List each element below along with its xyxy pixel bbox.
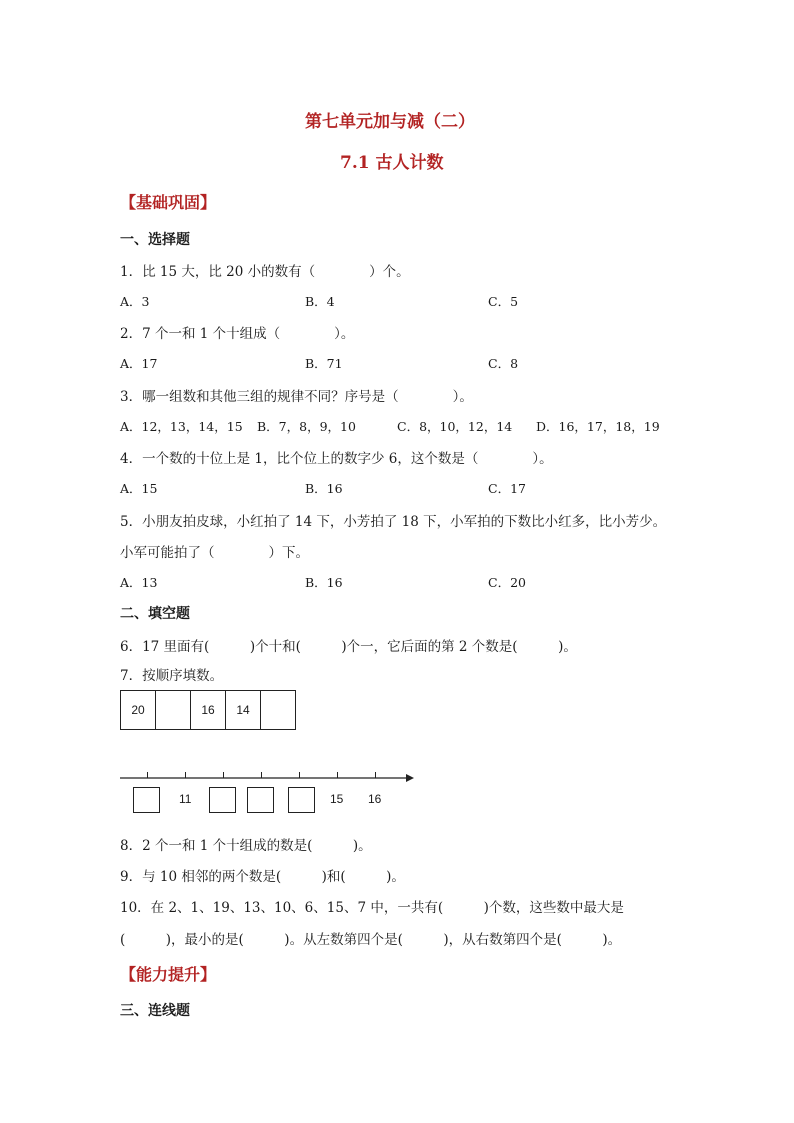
question-1: 1．比 15 大，比 20 小的数有（ ）个。 (120, 264, 410, 280)
q1-option-a: A．3 (120, 294, 150, 309)
page-title: 第七单元加与减（二） (305, 112, 475, 132)
q3-option-a: A．12，13，14，15 (120, 419, 243, 434)
question-10-line-1: 10．在 2、1、19、13、10、6、15、7 中，一共有( )个数，这些数中最大是 (120, 900, 624, 916)
number-line-tick (185, 772, 186, 778)
part-fill-in: 二、填空题 (120, 606, 190, 622)
sequence-box-4: 14 (225, 690, 261, 730)
question-3: 3．哪一组数和其他三组的规律不同？序号是（ ）。 (120, 389, 473, 405)
number-line-tick (299, 772, 300, 778)
q4-option-b: B．16 (305, 481, 343, 496)
question-5-line-1: 5．小朋友拍皮球，小红拍了 14 下，小芳拍了 18 下，小军拍的下数比小红多，比小芳少。 (120, 514, 667, 530)
sequence-box-5 (260, 690, 296, 730)
number-line-answer-box (288, 787, 315, 813)
number-line-answer-box (247, 787, 274, 813)
question-2: 2．7 个一和 1 个十组成（ ）。 (120, 326, 355, 342)
q2-option-c: C．8 (488, 356, 519, 371)
part-choice: 一、选择题 (120, 232, 190, 248)
number-line (118, 770, 418, 786)
part-matching: 三、连线题 (120, 1003, 190, 1019)
number-line-tick (223, 772, 224, 778)
q5-option-a: A．13 (120, 575, 158, 590)
number-line-label: 16 (368, 792, 382, 806)
question-10-line-2: ( )，最小的是( )。从左数第四个是( )，从右数第四个是( )。 (120, 932, 622, 948)
q1-option-c: C．5 (488, 294, 519, 309)
question-4: 4．一个数的十位上是 1，比个位上的数字少 6，这个数是（ ）。 (120, 451, 553, 467)
q2-option-b: B．71 (305, 356, 343, 371)
q3-option-c: C．8，10，12，14 (397, 419, 513, 434)
question-9: 9．与 10 相邻的两个数是( )和( )。 (120, 869, 405, 885)
q3-option-b: B．7，8，9，10 (257, 419, 356, 434)
section-advanced: 【能力提升】 (120, 965, 217, 984)
section-basic: 【基础巩固】 (120, 193, 217, 212)
q5-option-b: B．16 (305, 575, 343, 590)
number-line-tick (147, 772, 148, 778)
question-7: 7．按顺序填数。 (120, 668, 224, 684)
question-5-line-2: 小军可能拍了（ ）下。 (120, 545, 309, 561)
sequence-box-1: 20 (120, 690, 156, 730)
number-line-label: 11 (179, 792, 192, 806)
page-subtitle: 7.1 古人计数 (340, 153, 444, 173)
number-line-answer-box (133, 787, 160, 813)
sequence-box-3: 16 (190, 690, 226, 730)
number-line-tick (337, 772, 338, 778)
number-line-label: 15 (330, 792, 344, 806)
q4-option-c: C．17 (488, 481, 526, 496)
number-line-tick (375, 772, 376, 778)
question-6: 6．17 里面有( )个十和( )个一，它后面的第 2 个数是( )。 (120, 639, 577, 655)
q1-option-b: B．4 (305, 294, 335, 309)
q4-option-a: A．15 (120, 481, 158, 496)
number-line-answer-box (209, 787, 236, 813)
question-8: 8．2 个一和 1 个十组成的数是( )。 (120, 838, 372, 854)
q2-option-a: A．17 (120, 356, 158, 371)
q5-option-c: C．20 (488, 575, 526, 590)
q3-option-d: D．16，17，18，19 (536, 419, 660, 434)
number-line-tick (261, 772, 262, 778)
sequence-box-2 (155, 690, 191, 730)
